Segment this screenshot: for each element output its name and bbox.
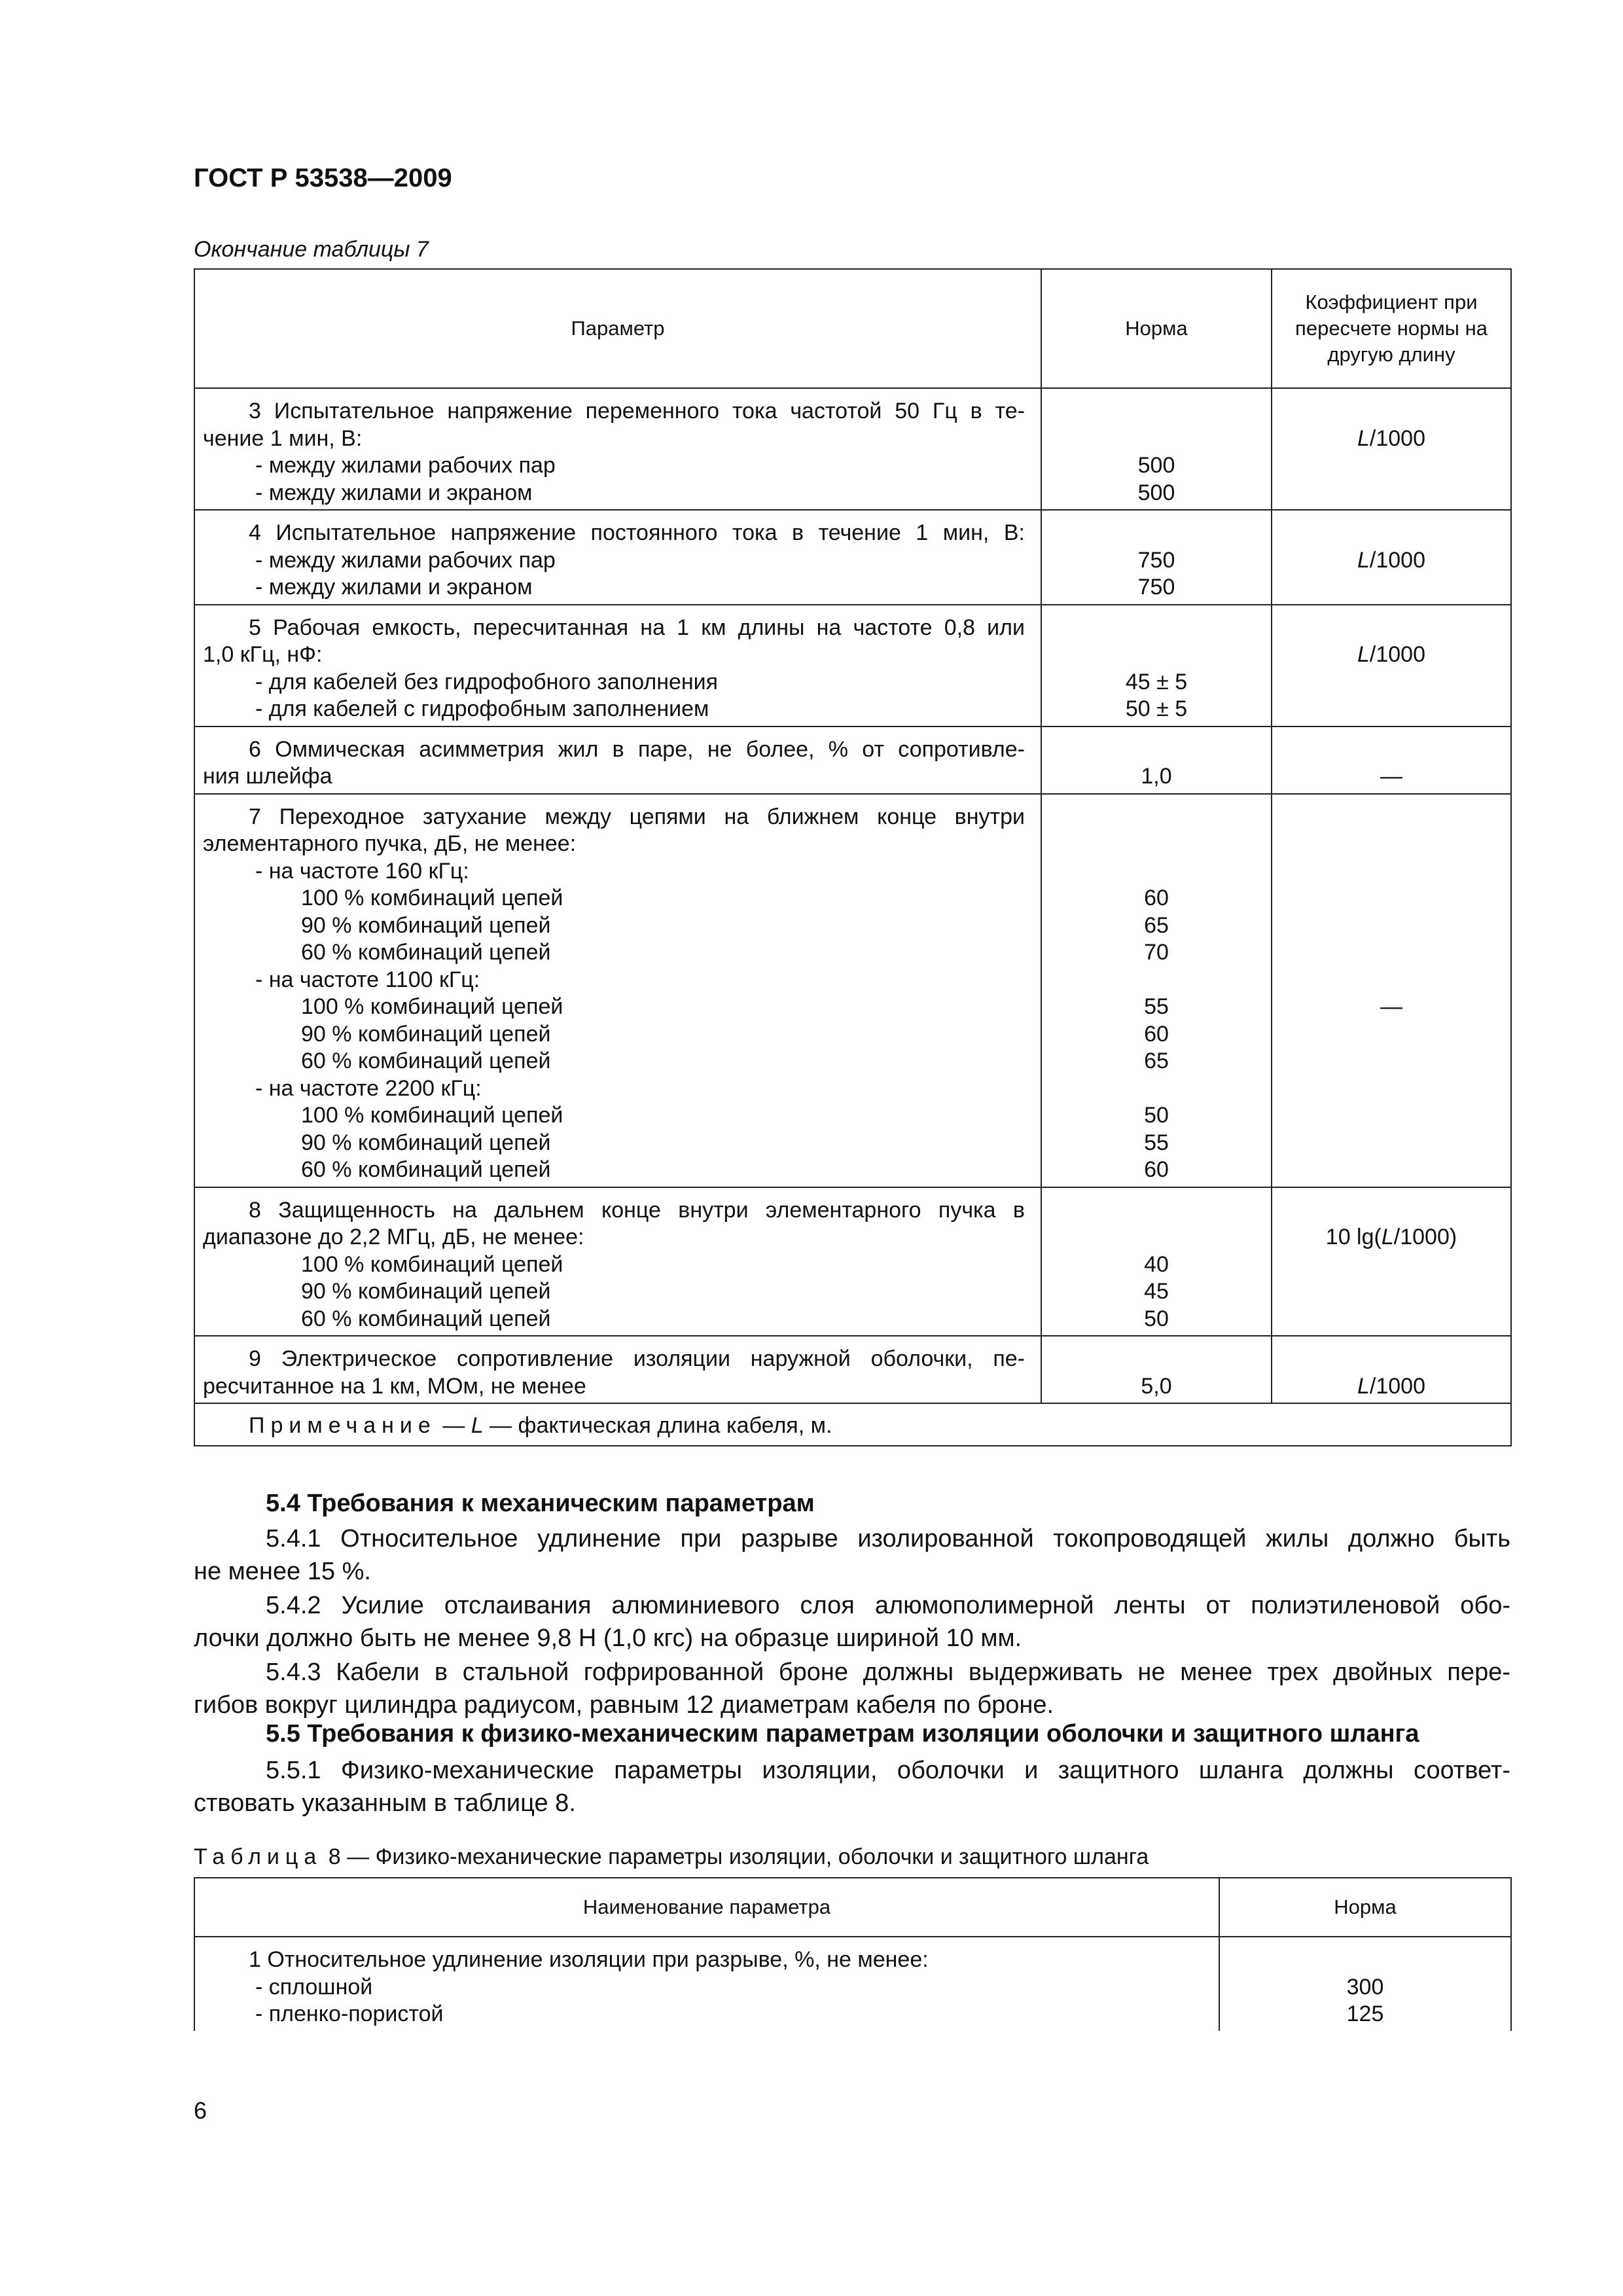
document-header: ГОСТ Р 53538—2009 <box>194 164 452 192</box>
paragraph-5-4-1: 5.4.1 Относительное удлинение при разрыве изолированной токопроводящей жилы должно быть не менее 15 %. <box>194 1525 1510 1585</box>
param-cell: 7 Переходное затухание между цепями на ближнем конце внутри элементарного пучка, дБ, не менее: - на частоте 160 кГц: 100 % комбинаций цепей 90 % комбинаций цепей 60 % комбинаций цепей - на частоте 1100 кГц: 100 % комбинаций цепей 90 % комбинаций цепей 60 % комбинаций цепей - на частоте 2200 кГц: 100 % комбинаций цепей 90 % комбинаций цепей 60 % комбинаций цепей <box>194 794 1041 1187</box>
paragraph-5-4-2: 5.4.2 Усилие отслаивания алюминиевого слоя алюмополимерной ленты от полиэтиленовой обо- лочки должно быть не менее 9,8 Н (1,0 кгс) на образце шириной 10 мм. <box>194 1592 1510 1652</box>
table7-continuation-caption: Окончание таблицы 7 <box>194 237 429 262</box>
col-header-norm: Норма <box>1219 1878 1511 1937</box>
table7 <box>194 268 1512 1446</box>
norm-cell: 5,0 <box>1041 1336 1272 1403</box>
table8 <box>194 1877 1512 2031</box>
table8-header-row <box>194 1878 1511 1937</box>
table-row <box>194 794 1511 1187</box>
col-header-name: Наименование параметра <box>194 1878 1219 1937</box>
param-cell: 4 Испытательное напряжение постоянного тока в течение 1 мин, В: - между жилами рабочих пар - между жилами и экраном <box>194 510 1041 605</box>
norm-cell: 40 45 50 <box>1041 1187 1272 1336</box>
param-cell: 8 Защищенность на дальнем конце внутри элементарного пучка в диапазоне до 2,2 МГц, дБ, не менее: 100 % комбинаций цепей 90 % комбинаций цепей 60 % комбинаций цепей <box>194 1187 1041 1336</box>
table8-caption <box>194 1844 1149 1870</box>
norm-cell: 1,0 <box>1041 726 1272 794</box>
norm-cell: 500 500 <box>1041 388 1272 510</box>
paragraph-5-5-1: 5.5.1 Физико-механические параметры изоляции, оболочки и защитного шланга должны соответ- ствовать указанным в таблице 8. <box>194 1757 1510 1817</box>
table7-header-row <box>194 269 1511 388</box>
section-5-5-heading: 5.5 Требования к физико-механическим параметрам изоляции оболочки и защитного шланга <box>266 1720 1419 1748</box>
param-cell: 6 Оммическая асимметрия жил в паре, не более, % от сопротивле- ния шлейфа <box>194 726 1041 794</box>
paragraph-5-4-3: 5.4.3 Кабели в стальной гофрированной броне должны выдерживать не менее трех двойных пере- гибов вокруг цилиндра радиусом, равным 12 диаметрам кабеля по броне. <box>194 1659 1510 1719</box>
col-header-param: Параметр <box>194 269 1041 388</box>
table-row <box>194 726 1511 794</box>
norm-cell: 750 750 <box>1041 510 1272 605</box>
coef-cell: L/1000 <box>1272 510 1511 605</box>
coef-cell: L/1000 <box>1272 1336 1511 1403</box>
note-label: Примечание <box>249 1413 437 1438</box>
table-row <box>194 510 1511 605</box>
coef-cell: L/1000 <box>1272 605 1511 726</box>
col-header-norm: Норма <box>1041 269 1272 388</box>
table7-note-row <box>194 1403 1511 1446</box>
table-row <box>194 1187 1511 1336</box>
coef-cell: — <box>1272 794 1511 1187</box>
param-cell: 5 Рабочая емкость, пересчитанная на 1 км длины на частоте 0,8 или 1,0 кГц, нФ: - для кабелей без гидрофобного заполнения - для кабелей с гидрофобным заполнением <box>194 605 1041 726</box>
table7-note <box>194 1403 1511 1446</box>
table-row <box>194 605 1511 726</box>
col-header-coef: Коэффициент при пересчете нормы на другую длину <box>1272 269 1511 388</box>
section-5-4-heading: 5.4 Требования к механическим параметрам <box>266 1490 815 1517</box>
note-text: — L — фактическая длина кабеля, м. <box>442 1413 832 1438</box>
table8-caption-text: 8 — Физико-механические параметры изоляции, оболочки и защитного шланга <box>328 1844 1149 1869</box>
table-row <box>194 1336 1511 1403</box>
norm-cell: 45 ± 5 50 ± 5 <box>1041 605 1272 726</box>
norm-cell: 60 65 70 55 60 65 50 55 60 <box>1041 794 1272 1187</box>
table8-caption-label: Таблица <box>194 1844 323 1869</box>
table-row <box>194 388 1511 510</box>
table-row <box>194 1937 1511 2031</box>
coef-cell: L/1000 <box>1272 388 1511 510</box>
param-cell: 3 Испытательное напряжение переменного тока частотой 50 Гц в те- чение 1 мин, В: - между жилами рабочих пар - между жилами и экраном <box>194 388 1041 510</box>
coef-cell: 10 lg(L/1000) <box>1272 1187 1511 1336</box>
param-cell: 1 Относительное удлинение изоляции при разрыве, %, не менее: - сплошной - пленко-пористой <box>194 1937 1219 2031</box>
coef-cell: — <box>1272 726 1511 794</box>
param-cell: 9 Электрическое сопротивление изоляции наружной оболочки, пе- ресчитанное на 1 км, МОм, не менее <box>194 1336 1041 1403</box>
norm-cell: 300 125 <box>1219 1937 1511 2031</box>
page-number: 6 <box>194 2097 207 2124</box>
